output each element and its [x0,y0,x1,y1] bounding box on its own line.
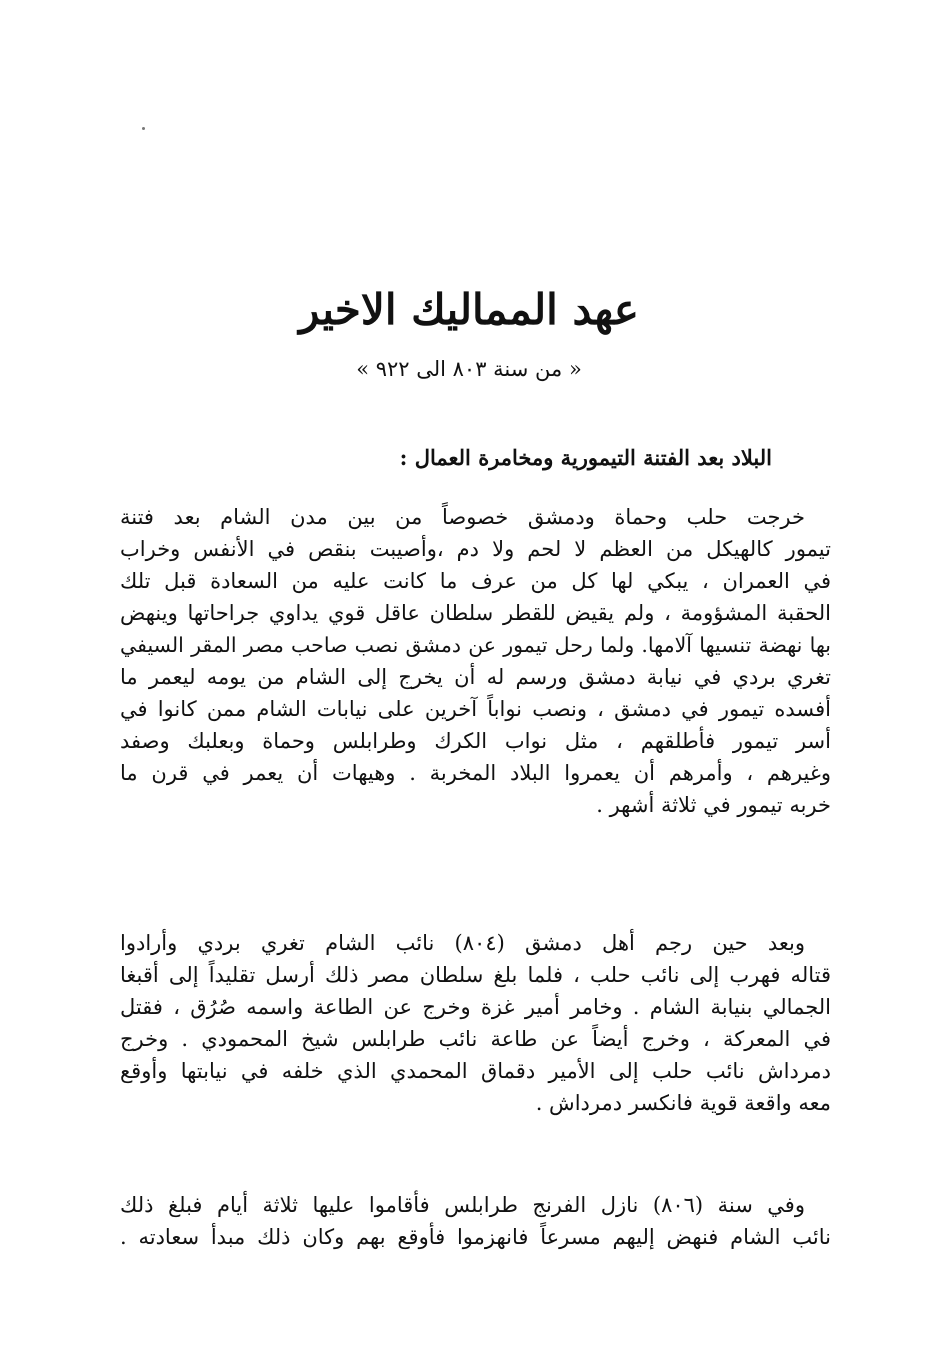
paragraph [120,927,831,1119]
text-line: وغيرهم ، وأمرهم أن يعمروا البلاد المخربة . وهيهات أن يعمر في قرن ما [120,761,831,785]
text-line: دمرداش نائب حلب إلى الأمير دقماق المحمدي الذي خلفه في نيابتها وأوقع [120,1059,831,1083]
text-line: معه واقعة قوية فانكسر دمرداش . [535,1091,831,1115]
text-line: الجمالي بنيابة الشام . وخامر أمير غزة وخرج عن الطاعة واسمه صُرُق ، فقتل [120,995,831,1019]
chapter-title: عهد المماليك الاخير [299,285,639,334]
text-line: في المعركة ، وخرج أيضاً عن طاعة نائب طرابلس شيخ المحمودي . وخرج [120,1027,831,1051]
text-line: تغري بردي في نيابة دمشق ورسم له أن يخرج إلى الشام من يومه ليعمر ما [120,665,831,689]
paragraph [120,1189,831,1253]
text-line: وبعد حين رجم أهل دمشق (٨٠٤) نائب الشام تغري بردي وأرادوا [120,931,805,955]
chapter-subtitle: « من سنة ٨٠٣ الى ٩٢٢ » [356,357,582,381]
text-line: في العمران ، يبكي لها كل من عرف ما كانت عليه من السعادة قبل تلك [120,569,831,593]
page-speck [142,127,145,130]
text-line: تيمور كالهيكل من العظم لا لحم ولا دم ،وأصيبت بنقص في الأنفس وخراب [120,537,831,561]
text-line: الحقبة المشؤومة ، ولم يقيض للقطر سلطان عاقل قوي يداوي جراحاتها وينهض [120,601,831,625]
paragraph [120,501,831,821]
section-heading: البلاد بعد الفتنة التيمورية ومخامرة العمال : [399,445,772,470]
text-line: خربه تيمور في ثلاثة أشهر . [596,793,831,817]
text-line: أسر تيمور فأطلقهم ، مثل نواب الكرك وطرابلس وحماة وبعلبك وصفد [120,729,831,753]
text-line: نائب الشام فنهض إليهم مسرعاً فانهزموا فأوقع بهم وكان ذلك مبدأ سعادته . [120,1225,831,1249]
text-line: بها نهضة تنسيها آلامها. ولما رحل تيمور عن دمشق نصب صاحب مصر المقر السيفي [120,633,831,657]
text-line: وفي سنة (٨٠٦) نازل الفرنج طرابلس فأقاموا عليها ثلاثة أيام فبلغ ذلك [120,1193,805,1217]
text-line: خرجت حلب وحماة ودمشق خصوصاً من بين مدن الشام بعد فتنة [120,505,805,529]
text-line: أفسده تيمور في دمشق ، ونصب نواباً آخرين على نيابات الشام ممن كانوا في [120,697,831,721]
text-line: قتاله فهرب إلى نائب حلب ، فلما بلغ سلطان مصر ذلك أرسل تقليداً إلى أقبغا [120,963,831,987]
